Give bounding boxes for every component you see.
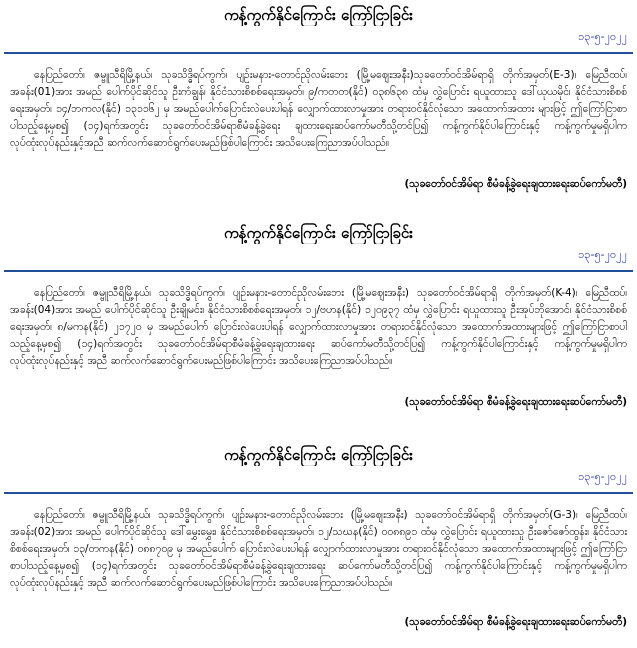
notice-2 bbox=[0, 218, 637, 411]
notice-3 bbox=[0, 440, 637, 631]
notice-title: ကန့်ကွက်နိုင်ကြောင်း ကြော်ငြာခြင်း bbox=[224, 6, 413, 24]
notice-source: (သုခတော်ဝင်အိမ်ရာ စီမံခန့်ခွဲရေးချထားရေးဆပ်ကော်မတီ) bbox=[404, 396, 627, 408]
notice-body: နေပြည်တော်၊ ဇမ္ဗူသီရိမြို့နယ်၊ သုခသိဒ္ဓိရပ်ကွက်၊ ပျဉ်းမနား-တောင်ညိုလမ်းဘေး (မြို့မဈေးအနီး) သုခတော်ဝင်အိမ်ရာရှိ တိုက်အမှတ်(K-4)၊ မြေညီထပ်၊ အခန်း(04)အား အမည် ပေါက်ပိုင်ဆိုင်သူ ဦးချိုမင်း၊ နိုင်ငံသားစိစစ်ရေးအမှတ်၊ ၁၂/ဗဟန(နိုင်) ၁၂၀၉၃၇ ထံမှ လွှဲပြောင်း ရယူထားသူ ဦးအုပ်ဘိုအောင်၊ နိုင်ငံသားစိစစ်ရေးအမှတ်၊ ၈/မကန(နိုင်) ၂၁၇၂၀ မှ အမည်ပေါက် ပြောင်းလဲပေးပါရန် လျှောက်ထားလာမှုအား တရားဝင်နိုင်လုံသော အထောက်အထားများဖြင့် ဤကြော်ငြာစာပါသည့်နေ့မှစ၍ (၁၄)ရက်အတွင်း သုခတော်ဝင်အိမ်ရာစီမံခန့်ခွဲရေးချထားရေး ဆပ်ကော်မတီသို့တင်ပြ၍ ကန့်ကွက်နိုင်ပါကြောင်းနှင့် ကန့်ကွက်မှုမရှိပါက လုပ်ထုံးလုပ်နည်းနှင့် အညီ ဆက်လက်ဆောင်ရွက်ပေးမည်ဖြစ်ပါကြောင်း အသိပေးကြေညာအပ်ပါသည်။ bbox=[10, 286, 627, 367]
divider-rule bbox=[4, 492, 633, 494]
notice-date: ၁၃-၅-၂၀၂၂ bbox=[578, 30, 627, 43]
notice-body: နေပြည်တော်၊ ဇမ္ဗူသီရိမြို့နယ်၊ သုခသိဒ္ဓိရပ်ကွက်၊ ပျဉ်းမနား-တောင်ညိုလမ်းဘေး (မြို့မဈေးအနီး)သုခတော်ဝင်အိမ်ရာရှိ တိုက်အမှတ်(E-3)၊ မြေညီထပ်၊ အခန်း(01)အား အမည် ပေါက်ပိုင်ဆိုင်သူ ဦးကံချွန်၊ နိုင်ငံသားစိစစ်ရေးအမှတ်၊ ၉/ကတတ(နိုင်) ၀၃၈၆၃၈ ထံမှ လွှဲပြောင်း ရယူထားသူ ဒေါ်ယုယမိုင်၊ နိုင်ငံသားစိစစ်ရေးအမှတ်၊ ၁၄/ဘကလ(နိုင်) ၁၃၁၁၆၂ မှ အမည်ပေါက်ပြောင်းလဲပေးပါရန် လျှောက်ထားလာမှုအား တရားဝင်နိုင်လုံသော အထောက်အထား များဖြင့် ဤကြော်ငြာစာပါသည့်နေ့မှစ၍ (၁၄)ရက်အတွင်း သုခတော်ဝင်အိမ်ရာစီမံခန့်ခွဲရေး ချထားရေးဆပ်ကော်မတီသို့တင်ပြ၍ ကန့်ကွက်နိုင်ပါကြောင်းနှင့် ကန့်ကွက်မှုမရှိပါက လုပ်ထုံးလုပ်နည်းနှင့်အညီ ဆက်လက်ဆောင်ရွက်ပေးမည်ဖြစ်ပါကြောင်း အသိပေးကြေညာအပ်ပါသည်။ bbox=[10, 68, 627, 149]
divider-rule bbox=[4, 52, 633, 54]
notice-title: ကန့်ကွက်နိုင်ကြောင်း ကြော်ငြာခြင်း bbox=[224, 224, 413, 242]
notice-source: (သုခတော်ဝင်အိမ်ရာ စီမံခန့်ခွဲရေးချထားရေးဆပ်ကော်မတီ) bbox=[404, 178, 627, 190]
notice-body: နေပြည်တော်၊ ဇမ္ဗူသီရိမြို့နယ်၊ သုခသိဒ္ဓိရပ်ကွက်၊ ပျဉ်းမနား-တောင်ညိုလမ်းဘေး (မြို့မဈေးအနီး) သုခတော်ဝင်အိမ်ရာရှိ တိုက်အမှတ်(G-3)၊ မြေညီထပ်၊ အခန်း(02)အား အမည် ပေါက်ပိုင်ဆိုင်သူ ဒေါ်မွှေးမွှေး၊ နိုင်ငံသားစိစစ်ရေးအမှတ်၊ ၁၂/သဃန(နိုင်) ၀၀၈၈၉၁ ထံမှ လွှဲပြောင်း ရယူထားသူ ဦးဇော်ဇော်ထွန်း၊ နိုင်ငံသားစိစစ်ရေးအမှတ်၊ ၁၃/တကန(နိုင်) ၀၈၈၇၀၉ မှ အမည်ပေါက် ပြောင်းလဲပေးပါရန် လျှောက်ထားလာမှုအား တရားဝင်နိုင်လုံသော အထောက်အထားများဖြင့် ဤကြော်ငြာစာပါသည့်နေ့မှစ၍ (၁၄)ရက်အတွင်း သုခတော်ဝင်အိမ်ရာစီမံခန့်ခွဲရေးချထားရေး ဆပ်ကော်မတီသို့တင်ပြ၍ ကန့်ကွက်နိုင်ပါကြောင်းနှင့် ကန့်ကွက်မှုမရှိပါက လုပ်ထုံးလုပ်နည်းနှင့် အညီ ဆက်လက်ဆောင်ရွက်ပေးမည်ဖြစ်ပါကြောင်း အသိပေးကြေညာအပ်ပါသည်။ bbox=[10, 508, 627, 589]
divider-rule bbox=[4, 270, 633, 272]
notice-title: ကန့်ကွက်နိုင်ကြောင်း ကြော်ငြာခြင်း bbox=[224, 446, 413, 464]
notice-date: ၁၃-၅-၂၀၂၂ bbox=[578, 248, 627, 261]
notice-1 bbox=[0, 0, 637, 193]
notice-source: (သုခတော်ဝင်အိမ်ရာ စီမံခန့်ခွဲရေးချထားရေးဆပ်ကော်မတီ) bbox=[404, 616, 627, 628]
notice-date: ၁၃-၅-၂၀၂၂ bbox=[578, 470, 627, 483]
